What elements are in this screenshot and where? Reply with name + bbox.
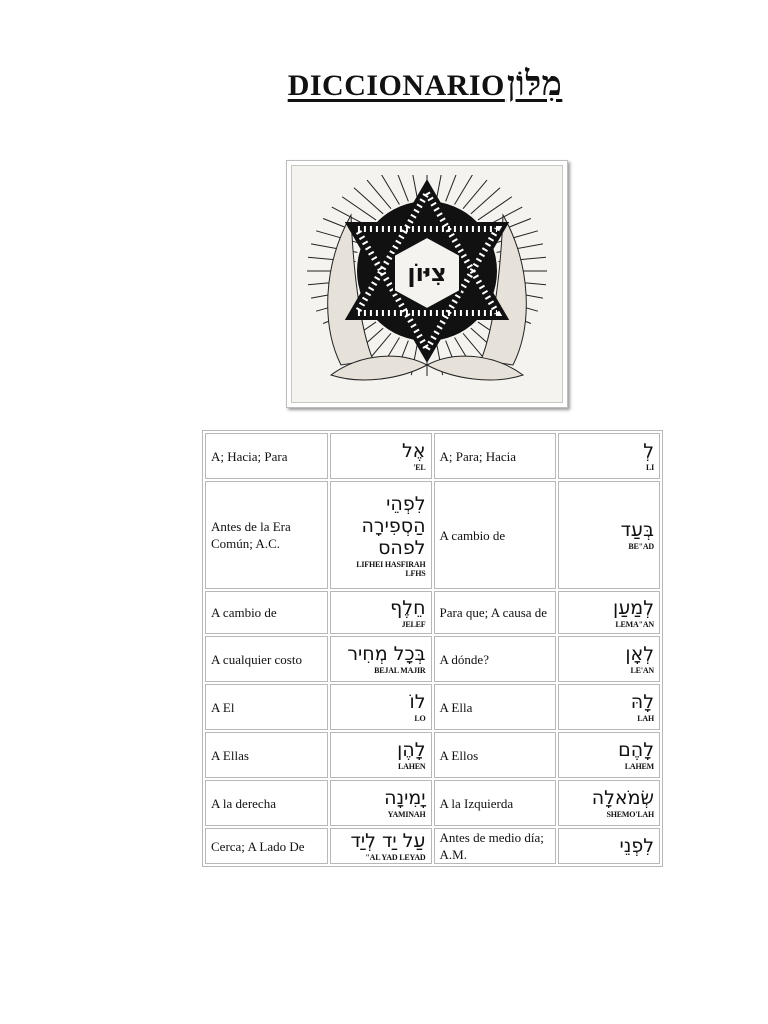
- hebrew-term: [558, 828, 660, 864]
- hebrew-word: עַל יַד לְיַד: [350, 830, 426, 852]
- transliteration: LO: [414, 714, 426, 723]
- hebrew-word: לִפְהֵי הַסְפִירָה לפהס: [361, 492, 426, 559]
- hebrew-term: [558, 481, 660, 589]
- transliteration: JELEF: [401, 619, 426, 629]
- spanish-term: Antes de la Era Común; A.C.: [205, 481, 328, 589]
- hebrew-word: לָהֶם: [618, 739, 654, 761]
- page-title: [0, 64, 768, 104]
- table-row: [205, 636, 660, 682]
- transliteration: LI: [645, 463, 654, 472]
- hebrew-word: לְמַעַן: [613, 596, 654, 619]
- zion-emblem-image: [286, 160, 568, 408]
- table-row: [205, 433, 660, 479]
- hebrew-term: [330, 591, 432, 634]
- spanish-term: Para que; A causa de: [434, 591, 557, 634]
- spanish-term: A El: [205, 684, 328, 730]
- hebrew-term: [558, 591, 660, 634]
- transliteration: LAHEM: [624, 762, 654, 771]
- hebrew-word: יָמִינָה: [384, 787, 426, 809]
- transliteration: LIFHEI HASFIRAH LFHS: [356, 559, 426, 578]
- transliteration: LEMA"AN: [615, 619, 654, 629]
- hebrew-word: לְאָן: [625, 643, 654, 665]
- spanish-term: A dónde?: [434, 636, 557, 682]
- transliteration: BEJAL MAJIR: [374, 666, 426, 675]
- table-row: [205, 684, 660, 730]
- hebrew-word: בְּכָל מְחִיר: [347, 643, 426, 665]
- hebrew-term: [330, 636, 432, 682]
- transliteration: LAHEN: [398, 762, 426, 771]
- hebrew-term: [558, 780, 660, 826]
- spanish-term: Cerca; A Lado De: [205, 828, 328, 864]
- hebrew-word: שְׂמֹאלָה: [591, 787, 654, 809]
- table-row: [205, 828, 660, 864]
- hebrew-term: [330, 481, 432, 589]
- hebrew-term: [330, 828, 432, 864]
- transliteration: BE"AD: [628, 542, 654, 551]
- transliteration: "AL YAD LEYAD: [365, 853, 426, 862]
- spanish-term: A; Para; Hacia: [434, 433, 557, 479]
- spanish-term: A Ellas: [205, 732, 328, 778]
- hebrew-term: [330, 732, 432, 778]
- hebrew-word: אֶל: [402, 440, 426, 462]
- table-row: [205, 732, 660, 778]
- transliteration: 'EL: [413, 463, 426, 472]
- spanish-term: A la Izquierda: [434, 780, 557, 826]
- transliteration: LAH: [637, 714, 654, 723]
- transliteration: SHEMO'LAH: [606, 810, 654, 819]
- spanish-term: A Ella: [434, 684, 557, 730]
- hebrew-word: בְּעַד: [620, 519, 654, 541]
- hebrew-word: לָהּ: [630, 691, 654, 713]
- hebrew-term: [558, 732, 660, 778]
- hebrew-term: [330, 684, 432, 730]
- spanish-term: A cambio de: [205, 591, 328, 634]
- transliteration: LE'AN: [630, 666, 654, 675]
- hebrew-word: לְ: [643, 440, 654, 462]
- spanish-term: Antes de medio día; A.M.: [434, 828, 557, 864]
- table-row: [205, 481, 660, 589]
- hebrew-term: [558, 684, 660, 730]
- title-spanish: DICCIONARIO: [287, 69, 505, 102]
- transliteration: YAMINAH: [387, 810, 426, 819]
- hebrew-term: [330, 780, 432, 826]
- title-hebrew: מִלּוֹן: [506, 64, 563, 104]
- table-row: [205, 780, 660, 826]
- spanish-term: A; Hacia; Para: [205, 433, 328, 479]
- hebrew-word: חֵלֶף: [390, 596, 426, 619]
- hebrew-word: לִפְנֵי: [619, 834, 654, 857]
- hebrew-word: לוֹ: [409, 691, 426, 713]
- spanish-term: A Ellos: [434, 732, 557, 778]
- spanish-term: A cambio de: [434, 481, 557, 589]
- hebrew-term: [330, 433, 432, 479]
- hebrew-term: [558, 433, 660, 479]
- spanish-term: A la derecha: [205, 780, 328, 826]
- hebrew-word: לָהֶן: [397, 739, 426, 761]
- spanish-term: A cualquier costo: [205, 636, 328, 682]
- table-row: [205, 591, 660, 634]
- dictionary-table: [202, 430, 663, 867]
- hebrew-term: [558, 636, 660, 682]
- emblem-center-text: צִיּוֹן: [407, 259, 447, 287]
- star-of-david-icon: [301, 175, 553, 393]
